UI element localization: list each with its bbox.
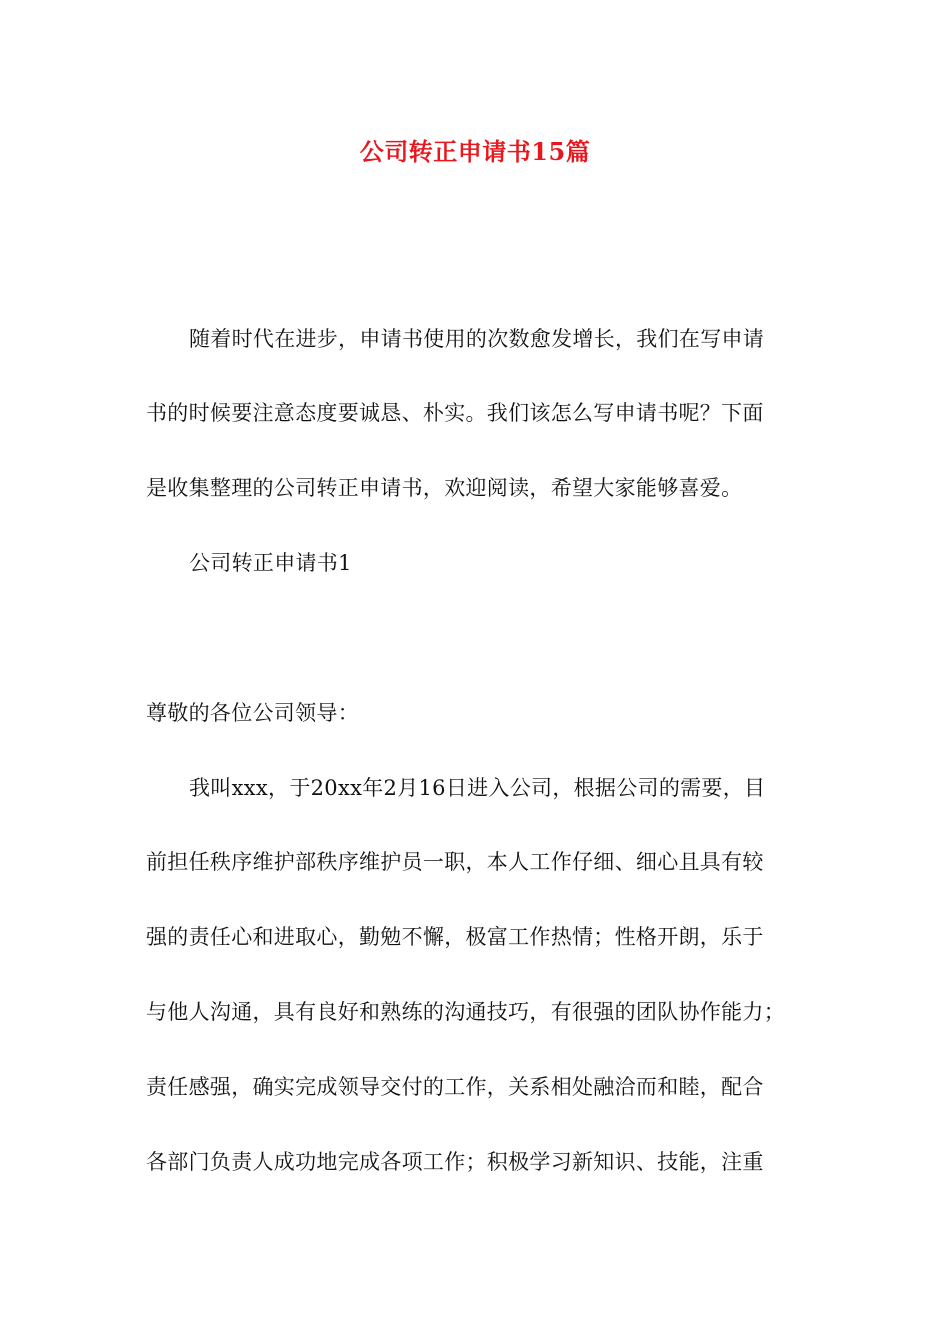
intro-line-3: 是收集整理的公司转正申请书，欢迎阅读，希望大家能够喜爱。 (146, 476, 743, 500)
salutation: 尊敬的各位公司领导： (146, 701, 359, 725)
document-title: 公司转正申请书15篇 (359, 137, 591, 166)
body-line-1: 我叫xxx，于20xx年2月16日进入公司，根据公司的需要，目 (189, 776, 766, 800)
body-line-3: 强的责任心和进取心，勤勉不懈，极富工作热情；性格开朗，乐于 (146, 925, 764, 949)
body-line-6: 各部门负责人成功地完成各项工作；积极学习新知识、技能，注重 (146, 1150, 764, 1174)
intro-line-1: 随着时代在进步，申请书使用的次数愈发增长，我们在写申请 (189, 327, 765, 351)
body-line-4: 与他人沟通，具有良好和熟练的沟通技巧，有很强的团队协作能力； (146, 1000, 785, 1024)
section-heading: 公司转正申请书1 (189, 551, 352, 575)
intro-line-2: 书的时候要注意态度要诚恳、朴实。我们该怎么写申请书呢？下面 (146, 401, 764, 425)
body-line-5: 责任感强，确实完成领导交付的工作，关系相处融洽而和睦，配合 (146, 1075, 764, 1099)
body-line-2: 前担任秩序维护部秩序维护员一职，本人工作仔细、细心且具有较 (146, 850, 764, 874)
